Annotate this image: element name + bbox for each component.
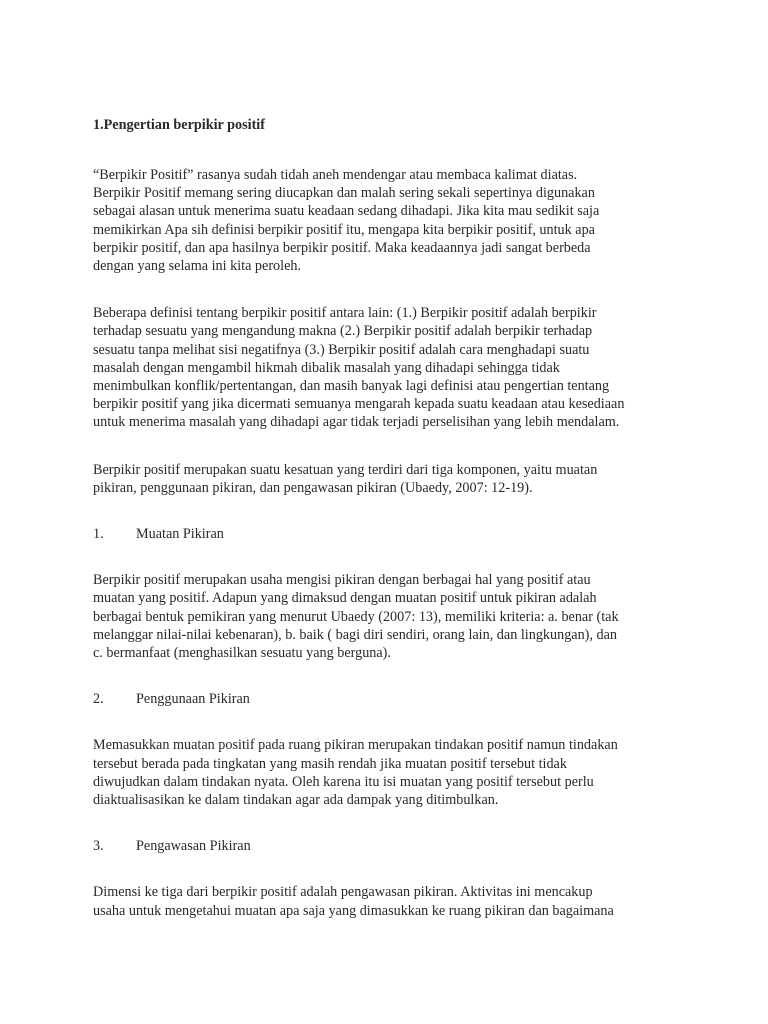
definitions-paragraph: Beberapa definisi tentang berpikir positif antara lain: (1.) Berpikir positif adalah berpikir terhadap sesuatu yang mengandung makna (2.) Berpikir positif adalah berpikir terhadap sesuatu tanpa melihat sisi negatifnya (3.) Berpikir positif adalah cara menghadapi suatu masalah dengan mengambil hikmah dibalik masalah yang dihadapi sehingga tidak menimbulkan konflik/pertentangan, dan masih banyak lagi definisi atau pengertian tentang berpikir positif yang jika dicermati semuanya mengarah kepada suatu keadaan atau kesediaan untuk menerima masalah yang dihadapi agar tidak terjadi perselisihan yang lebih mendalam. (93, 305, 625, 431)
list-item-number: 1. (93, 526, 104, 543)
muatan-pikiran-paragraph: Berpikir positif merupakan usaha mengisi pikiran dengan berbagai hal yang positif atau muatan yang positif. Adapun yang dimaksud dengan muatan positif untuk pikiran adalah berbagai bentuk pemikiran yang menurut Ubaedy (2007: 13), memiliki kriteria: a. benar (tak melanggar nilai-nilai kebenaran), b. baik ( bagi diri sendiri, orang lain, dan lingkungan), dan c. bermanfaat (menghasilkan sesuatu yang berguna). (93, 572, 619, 662)
list-item-muatan-pikiran (93, 525, 683, 543)
list-item-number: 2. (93, 691, 104, 708)
pengawasan-pikiran-paragraph: Dimensi ke tiga dari berpikir positif adalah pengawasan pikiran. Aktivitas ini mencakup usaha untuk mengetahui muatan apa saja yang dimasukkan ke ruang pikiran dan bagaimana (93, 884, 614, 919)
document-body (93, 116, 683, 920)
section-heading: 1.Pengertian berpikir positif (93, 117, 265, 133)
list-item-number: 3. (93, 838, 104, 855)
list-item-title: Penggunaan Pikiran (136, 691, 250, 708)
components-paragraph: Berpikir positif merupakan suatu kesatuan yang terdiri dari tiga komponen, yaitu muatan pikiran, penggunaan pikiran, dan pengawasan pikiran (Ubaedy, 2007: 12-19). (93, 461, 598, 496)
list-item-penggunaan-pikiran (93, 690, 683, 708)
list-item-title: Muatan Pikiran (136, 526, 224, 543)
list-item-title: Pengawasan Pikiran (136, 838, 251, 855)
intro-paragraph: “Berpikir Positif” rasanya sudah tidah aneh mendengar atau membaca kalimat diatas. Berpikir Positif memang sering diucapkan dan malah sering sekali sepertinya digunakan sebagai alasan untuk menerima suatu keadaan sedang dihadapi. Jika kita mau sedikit saja memikirkan Apa sih definisi berpikir positif itu, mengapa kita berpikir positif, untuk apa berpikir positif, dan apa hasilnya berpikir positif. Maka keadaannya jadi sangat berbeda dengan yang selama ini kita peroleh. (93, 167, 600, 275)
penggunaan-pikiran-paragraph: Memasukkan muatan positif pada ruang pikiran merupakan tindakan positif namun tindakan tersebut berada pada tingkatan yang masih rendah jika muatan positif tersebut tidak diwujudkan dalam tindakan nyata. Oleh karena itu isi muatan yang positif tersebut perlu diaktualisasikan ke dalam tindakan agar ada dampak yang ditimbulkan. (93, 737, 618, 809)
list-item-pengawasan-pikiran (93, 837, 683, 855)
